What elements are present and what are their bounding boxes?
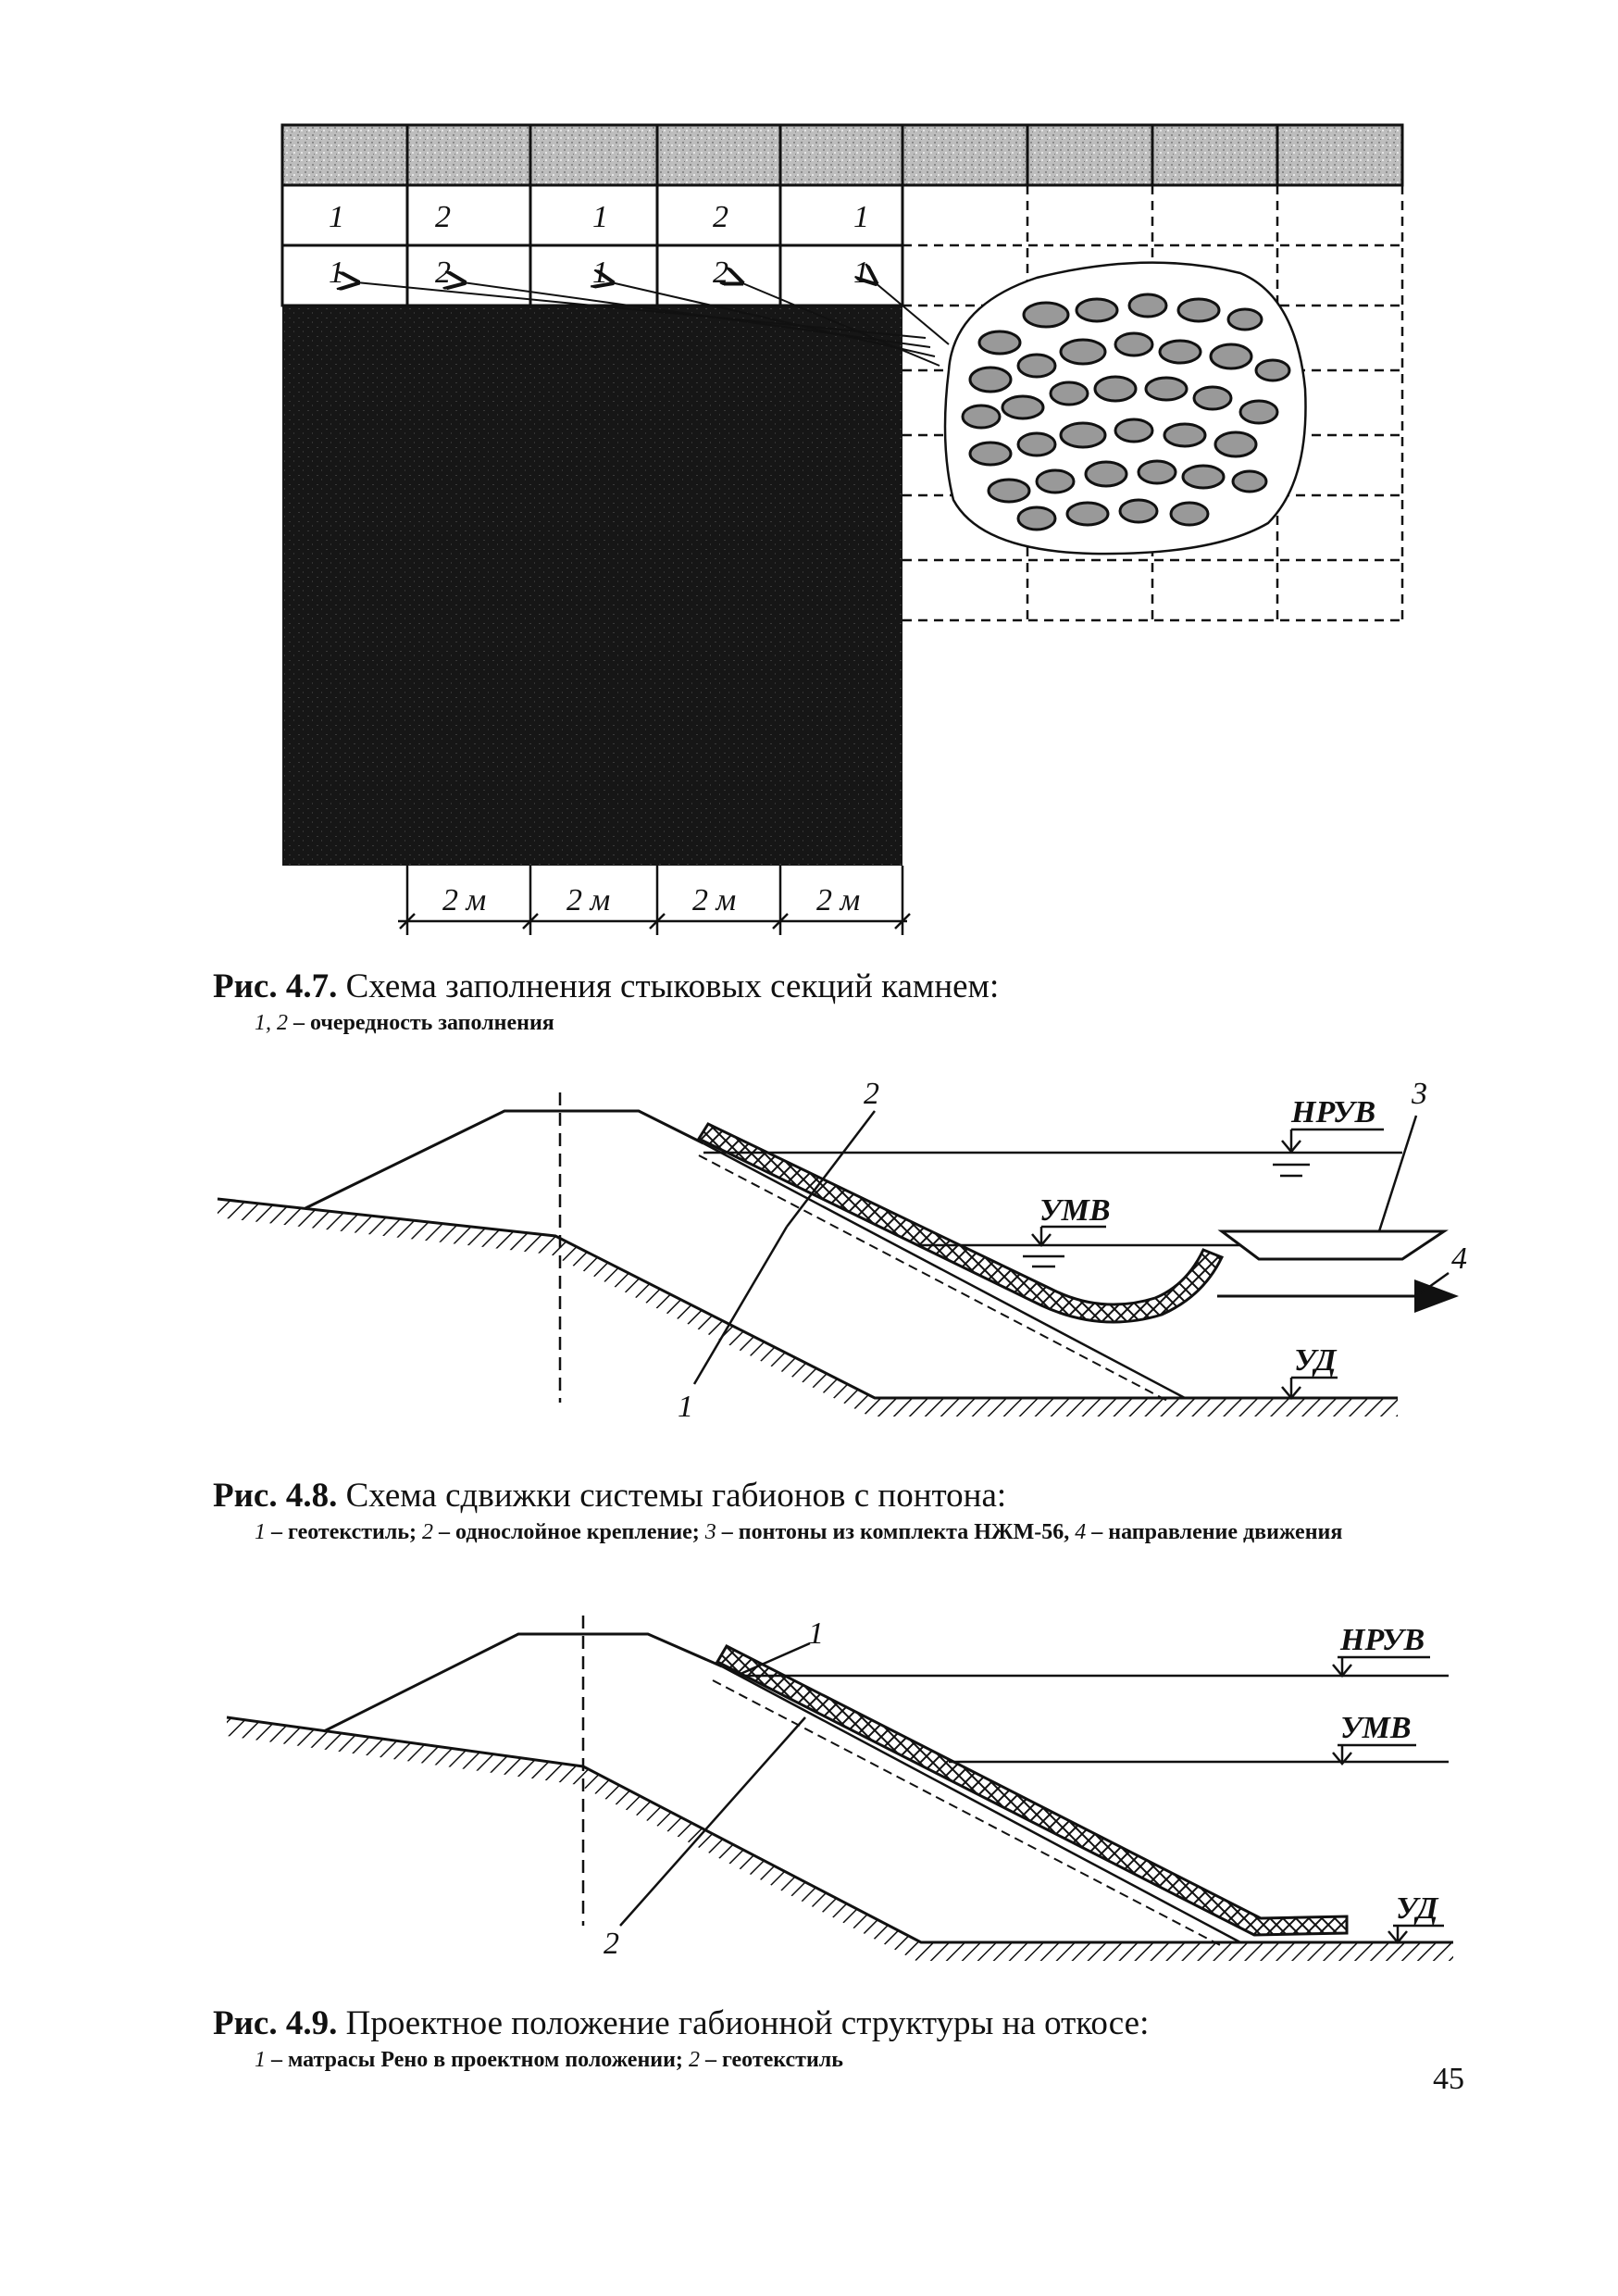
callout-1: 1 (678, 1390, 693, 1424)
label-nruv: НРУВ (1291, 1095, 1376, 1129)
label-umv-2: УМВ (1340, 1711, 1412, 1745)
caption-4-8: Рис. 4.8. Схема сдвижки системы габионов с понтона: (213, 1477, 1007, 1515)
label-ud: УД (1294, 1343, 1337, 1378)
row2-label-4: 2 (713, 256, 728, 290)
caption-4-7: Рис. 4.7. Схема заполнения стыковых секций камнем: (213, 967, 1000, 1005)
figure-4-9 (227, 1616, 1453, 1961)
dam-outline (305, 1111, 703, 1208)
filled-sections (282, 306, 902, 866)
legend-4-7: 1, 2 – очередность заполнения (255, 1011, 554, 1035)
dam-outline-2 (324, 1634, 722, 1731)
pontoon (1222, 1231, 1444, 1259)
legend-4-8: 1 – геотекстиль; 2 – однослойное крепление; 3 – понтоны из комплекта НЖМ-56, 4 – направление движения (255, 1520, 1343, 1544)
label-ud-2: УД (1396, 1891, 1438, 1926)
row1-label-2: 2 (435, 200, 451, 234)
label-nruv-2: НРУВ (1340, 1623, 1425, 1657)
row2-label-1: 1 (329, 256, 344, 290)
row2-label-3: 1 (592, 256, 608, 290)
dimension-label-3: 2 м (692, 883, 737, 917)
figure-4-8 (218, 1077, 1467, 1424)
figure-4-7 (282, 125, 1402, 935)
callout-1b: 1 (808, 1616, 824, 1651)
caption-4-9: Рис. 4.9. Проектное положение габионной структуры на откосе: (213, 2004, 1150, 2042)
dimension-label-4: 2 м (816, 883, 861, 917)
dimension-label-2: 2 м (566, 883, 611, 917)
page-number: 45 (1433, 2062, 1464, 2096)
legend-4-9: 1 – матрасы Рено в проектном положении; 2 – геотекстиль (255, 2048, 843, 2072)
row1-label-5: 1 (853, 200, 869, 234)
label-umv: УМВ (1039, 1193, 1111, 1228)
row1-label-3: 1 (592, 200, 608, 234)
callout-2: 2 (864, 1077, 879, 1111)
row2-label-2: 2 (435, 256, 451, 290)
row1-label-4: 2 (713, 200, 728, 234)
gravel-band (282, 125, 1402, 185)
callout-2b: 2 (604, 1927, 619, 1961)
callout-4: 4 (1451, 1242, 1467, 1276)
row2-label-5: 1 (853, 256, 869, 290)
dimension-label-1: 2 м (442, 883, 487, 917)
callout-3: 3 (1412, 1077, 1427, 1111)
row1-label-1: 1 (329, 200, 344, 234)
